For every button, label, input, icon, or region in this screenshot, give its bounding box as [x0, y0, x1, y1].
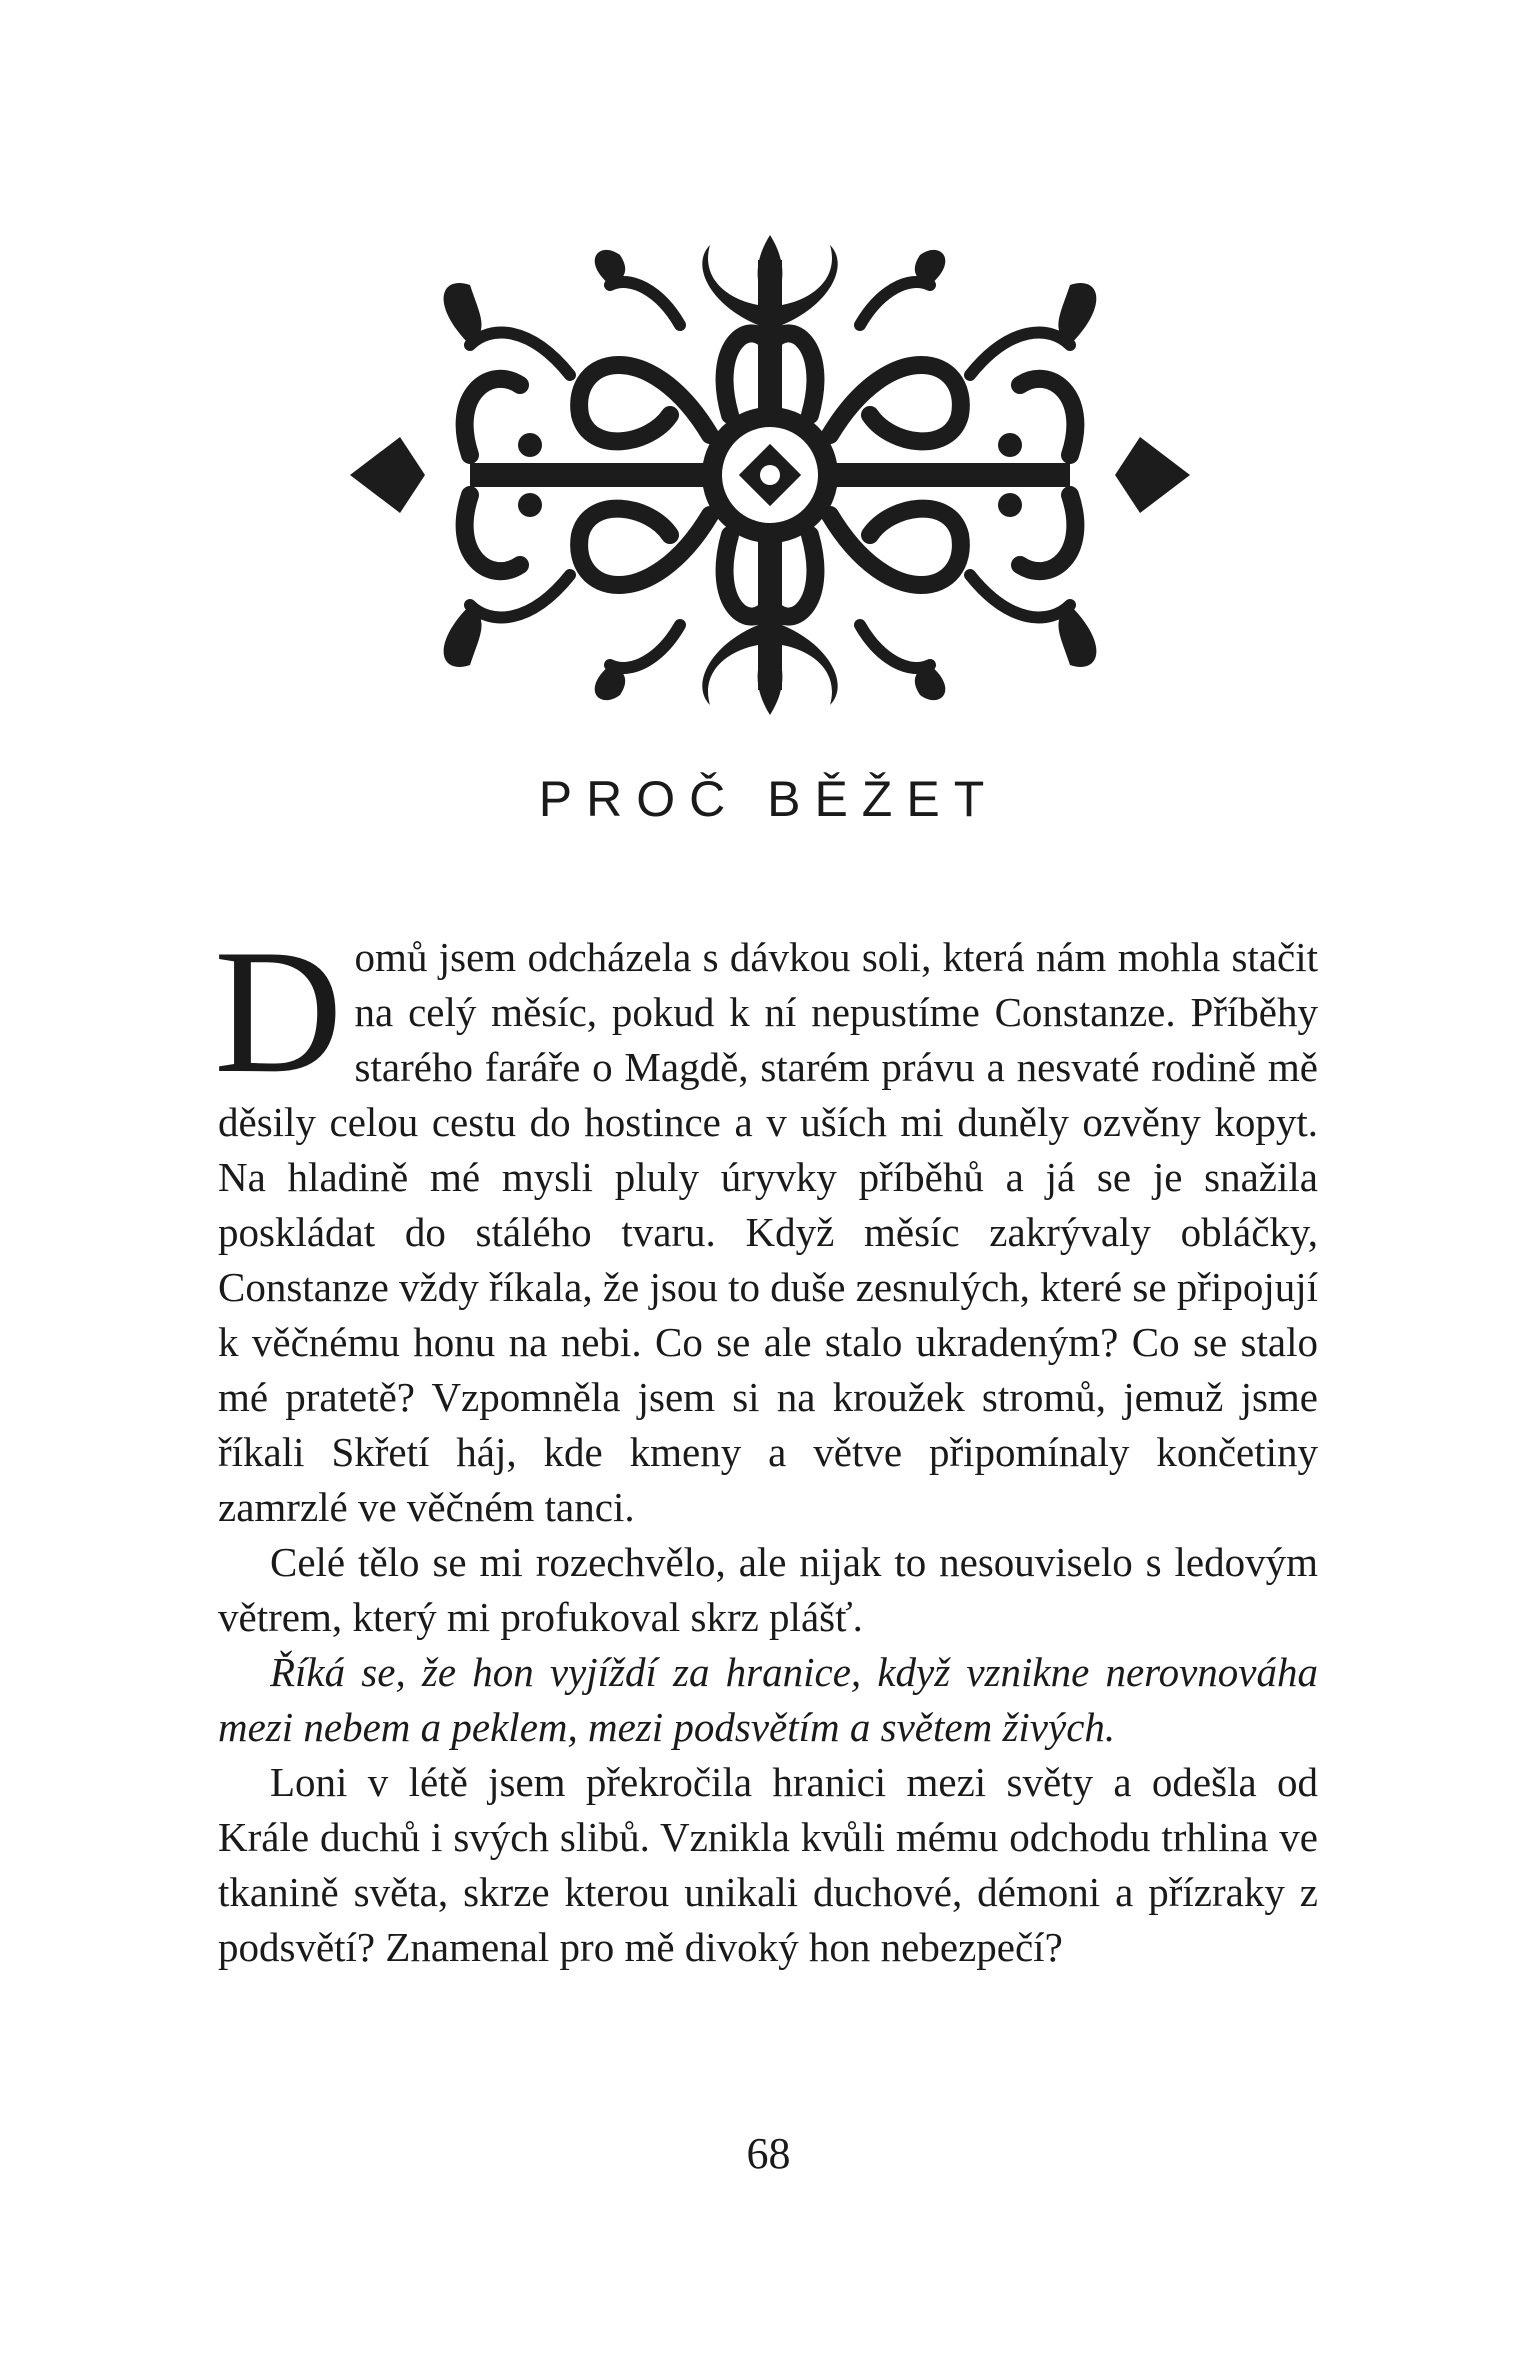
page-number: 68 [746, 2129, 791, 2178]
chapter-body [214, 912, 1318, 1975]
baroque-ornament-icon [350, 235, 1190, 715]
chapter-title: PROČ BĚŽET [538, 771, 999, 827]
drop-cap: D [214, 912, 343, 1110]
paragraph-2: Celé tělo se mi rozechvělo, ale nijak to nesouviselo s ledovým větrem, který mi profukoval skrz plášť. [218, 1539, 1318, 1640]
paragraph-3-italic: Říká se, že hon vyjíždí za hranice, když vznikne nerovnováha mezi nebem a peklem, mezi podsvětím a světem živých. [218, 1649, 1318, 1750]
paragraph-1 [214, 912, 1318, 1535]
paragraph-4: Loni v létě jsem překročila hranici mezi světy a odešla od Krále duchů i svých slibů. Vznikla kvůli mému odchodu trhlina ve tkanině světa, skrze kterou unikali duchové, démoni a přízraky z podsvětí? Znamenal pro mě divoký hon nebezpečí? [218, 1759, 1318, 1970]
paragraph-1-text: omů jsem odcházela s dávkou soli, která nám mohla stačit na celý měsíc, pokud k ní nepustíme Constanze. Příběhy starého faráře o Magdě, starém právu a nesvaté rodině mě děsily celou cestu do hostince a v uších mi duněly ozvěny kopyt. Na hladině mé mysli pluly úryvky příběhů a já se je snažila poskládat do stálého tvaru. Když měsíc zakrývaly obláčky, Constanze vždy říkala, že jsou to duše zesnulých, které se připojují k věčnému honu na nebi. Co se ale stalo ukradeným? Co se stalo mé pratetě? Vzpomněla jsem si na kroužek stromů, jemuž jsme říkali Skřetí háj, kde kmeny a větve připomínaly končetiny zamrzlé ve věčném tanci. [218, 934, 1318, 1530]
